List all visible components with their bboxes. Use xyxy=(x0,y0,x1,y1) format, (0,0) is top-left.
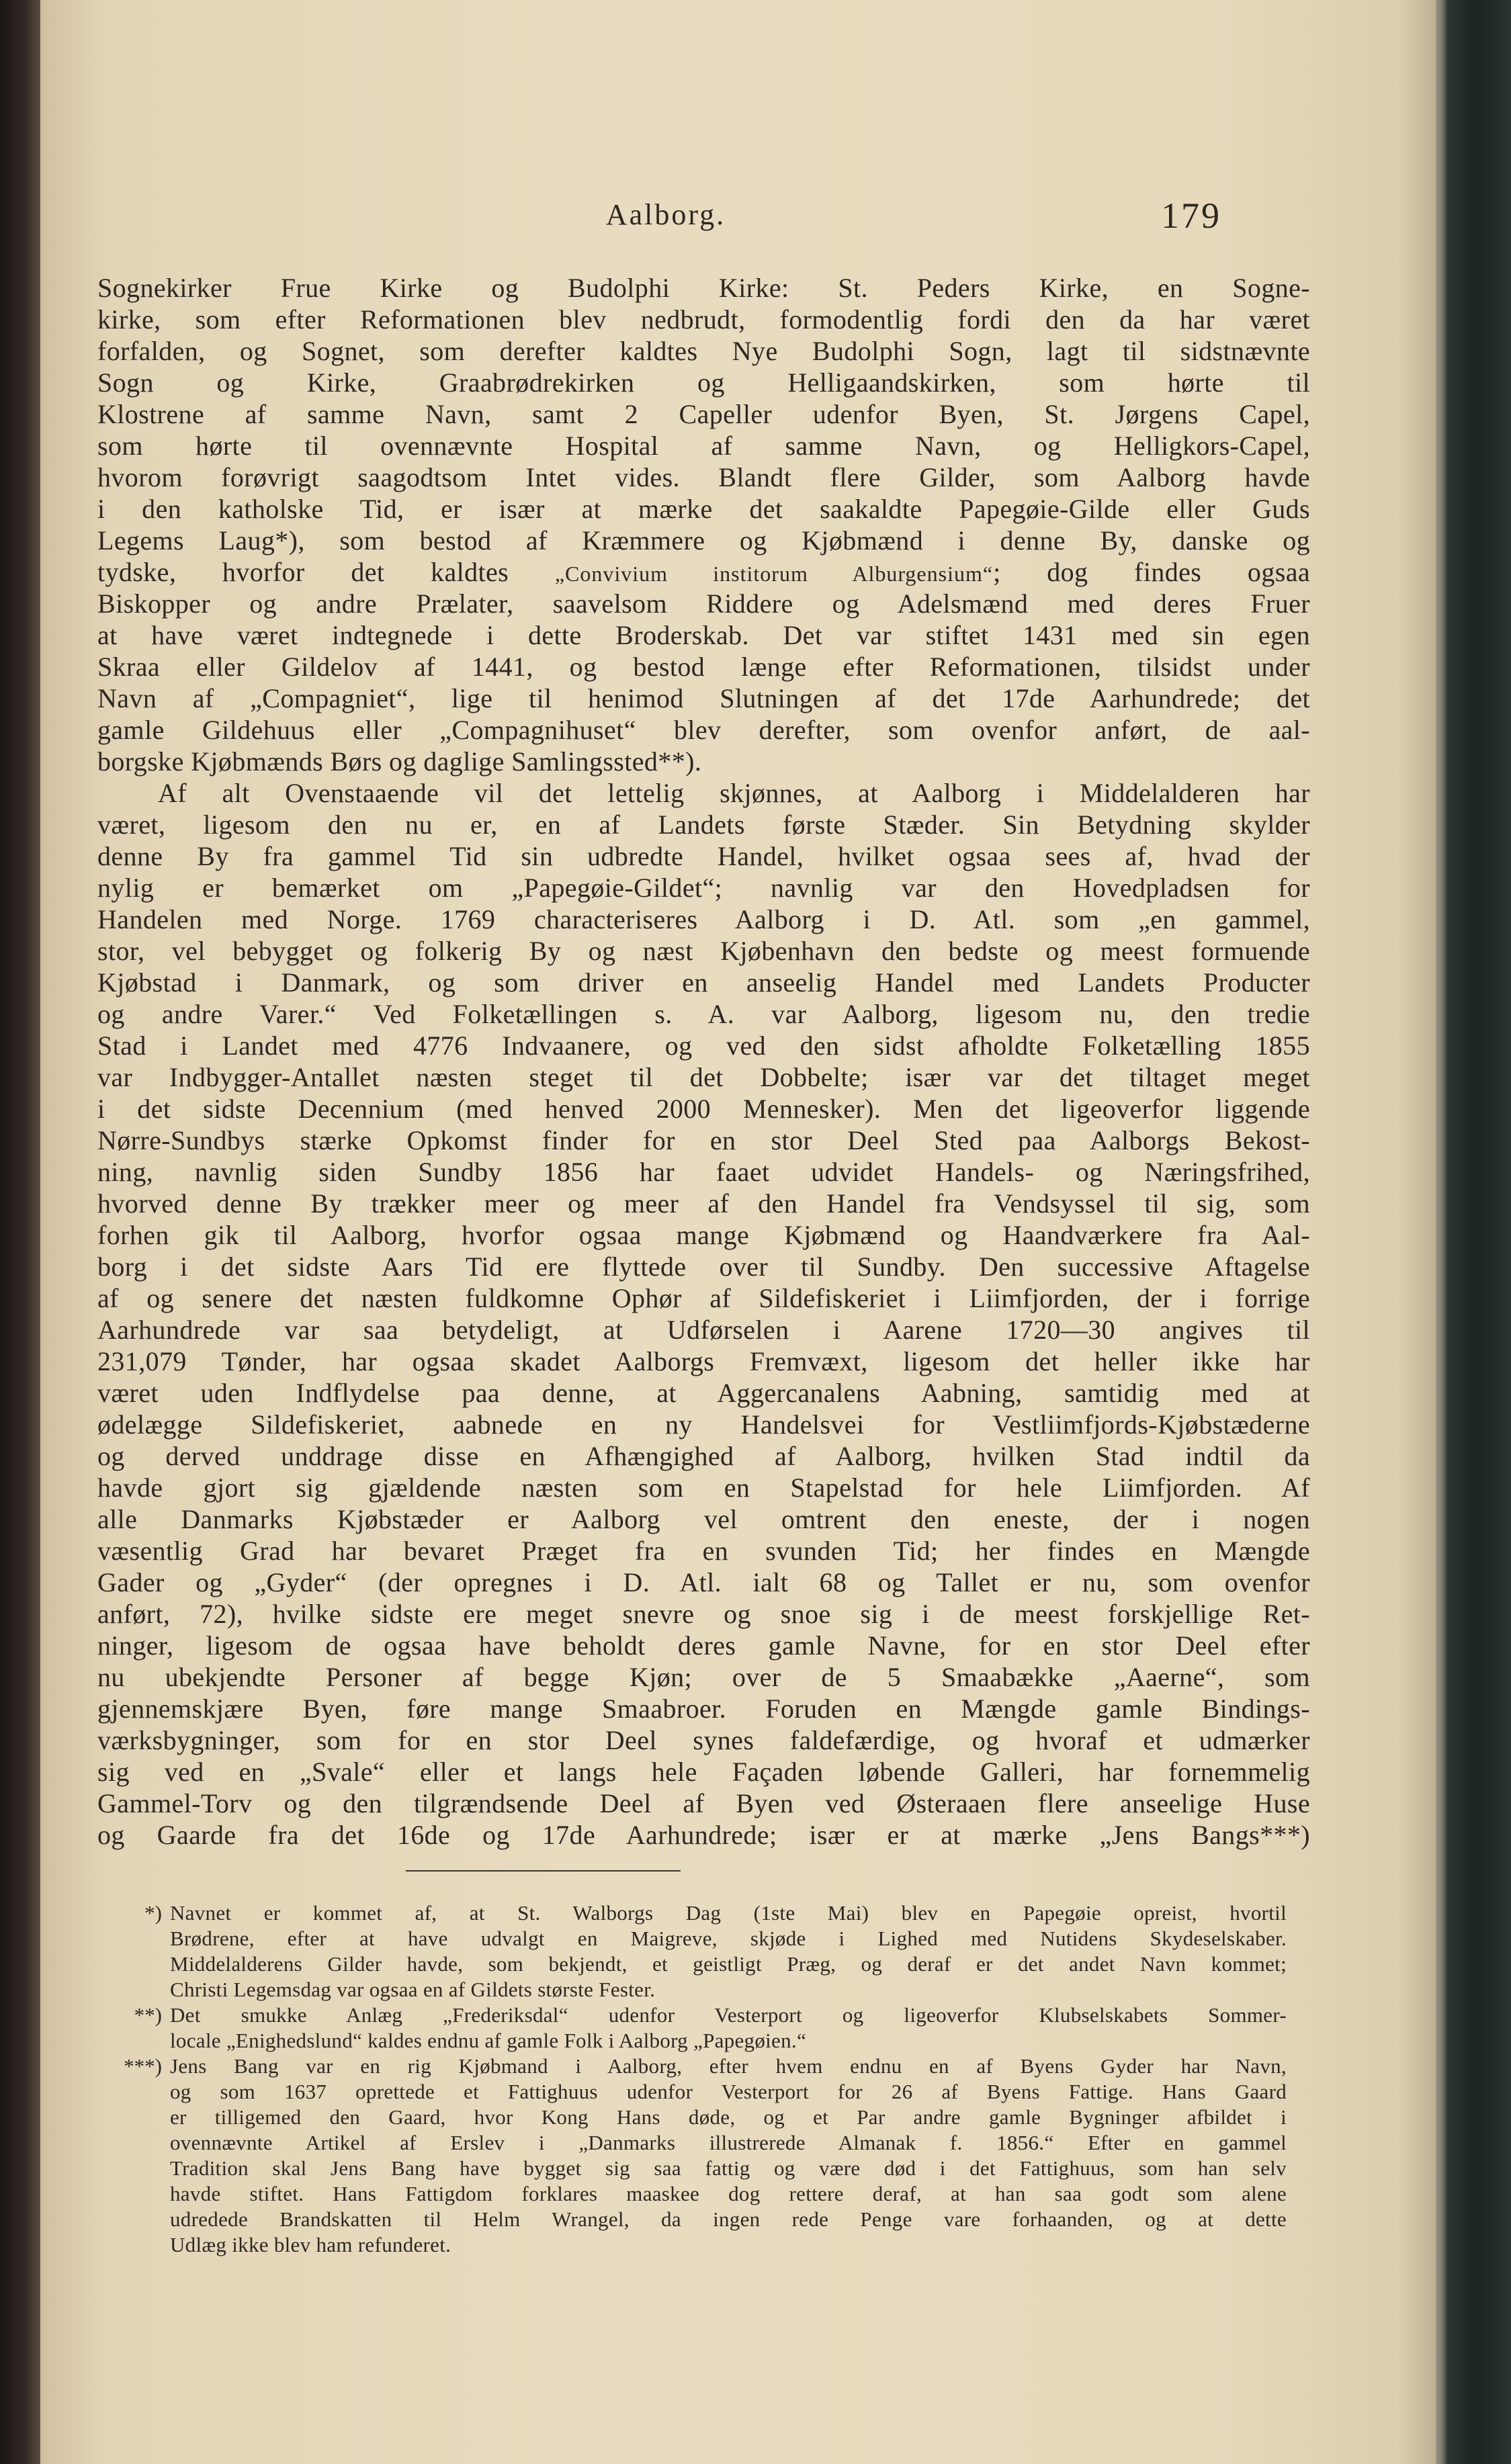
body-line: anført, 72), hvilke sidste ere meget snevre og snoe sig i de meest forskjellige Ret- xyxy=(97,1599,1310,1629)
body-line: borg i det sidste Aars Tid ere flyttede over til Sundby. Den successive Aftagelse xyxy=(97,1251,1310,1282)
body-line: gamle Gildehuus eller „Compagnihuset“ blev derefter, som ovenfor anført, de aal- xyxy=(97,715,1310,745)
body-line: hvorom forøvrigt saagodtsom Intet vides. Blandt flere Gilder, som Aalborg havde xyxy=(97,462,1310,492)
footnote-line xyxy=(170,1977,1287,2003)
body-line-segment: ; dog findes ogsaa xyxy=(993,557,1310,587)
body-line: nylig er bemærket om „Papegøie-Gildet“; navnlig var den Hovedpladsen for xyxy=(97,873,1310,903)
body-line: i den katholske Tid, er især at mærke det saakaldte Papegøie-Gilde eller Guds xyxy=(97,494,1310,524)
body-line: ninger, ligesom de ogsaa have beholdt deres gamle Navne, for en stor Deel efter xyxy=(97,1630,1310,1661)
body-line: ning, navnlig siden Sundby 1856 har faaet udvidet Handels- og Næringsfrihed, xyxy=(97,1157,1310,1187)
footnote-line xyxy=(170,2130,1287,2156)
footnote-text: havde stiftet. Hans Fattigdom forklares maaskee dog rettere deraf, at han saa godt som alene xyxy=(170,2182,1287,2205)
body-line: var Indbygger-Antallet næsten steget til det Dobbelte; især var det tiltaget meget xyxy=(97,1062,1310,1092)
footnote-line xyxy=(124,2054,1287,2079)
footnote-text: Tradition skal Jens Bang have bygget sig saa fattig og være død i det Fattighuus, som han selv xyxy=(170,2156,1287,2180)
footnote-line xyxy=(170,2156,1287,2181)
latin-phrase: „Convivium institorum Alburgensium“ xyxy=(554,562,994,586)
book-spine-edge xyxy=(0,0,40,2464)
footnote-text: Brødrene, efter at have udvalgt en Maigreve, skjøde i Lighed med Nutidens Skydeselskaber. xyxy=(170,1927,1287,1950)
book-cover-edge xyxy=(1436,0,1511,2464)
footnote-rule xyxy=(406,1870,681,1872)
page-number: 179 xyxy=(1161,195,1221,236)
body-line: af og senere det næsten fuldkomne Ophør af Sildefiskeriet i Liimfjorden, der i forrige xyxy=(97,1283,1310,1313)
body-line: borgske Kjøbmænds Børs og daglige Samlingssted**). xyxy=(97,746,702,777)
footnote-marker: *) xyxy=(144,1901,162,1925)
body-line: Gammel-Torv og den tilgrændsende Deel af Byen ved Østeraaen flere anseelige Huse xyxy=(97,1788,1310,1818)
body-line: og Gaarde fra det 16de og 17de Aarhundrede; især er at mærke „Jens Bangs***) xyxy=(97,1820,1310,1850)
body-line: værksbygninger, som for en stor Deel synes faldefærdige, og hvoraf et udmærker xyxy=(97,1725,1310,1755)
footnote-text: Udlæg ikke blev ham refunderet. xyxy=(170,2233,451,2256)
body-line: Gader og „Gyder“ (der opregnes i D. Atl. ialt 68 og Tallet er nu, som ovenfor xyxy=(97,1567,1310,1597)
footnote-marker: ***) xyxy=(124,2054,162,2078)
footnote-text: og som 1637 oprettede et Fattighuus udenfor Vesterport for 26 af Byens Fattige. Hans Gaard xyxy=(170,2080,1287,2103)
footnote-line xyxy=(170,2232,1287,2258)
footnote-text: Middelalderens Gilder havde, som bekjendt, et geistligt Præg, og deraf er det andet Navn kommet; xyxy=(170,1952,1287,1976)
body-line: Aarhundrede var saa betydeligt, at Udførselen i Aarene 1720—30 angives til xyxy=(97,1315,1310,1345)
body-line: Legems Laug*), som bestod af Kræmmere og Kjøbmænd i denne By, danske og xyxy=(97,525,1310,556)
body-line: Nørre-Sundbys stærke Opkomst finder for en stor Deel Sted paa Aalborgs Bekost- xyxy=(97,1125,1310,1155)
footnote-line xyxy=(170,2105,1287,2130)
footnote-line xyxy=(170,1951,1287,1977)
footnote xyxy=(124,2054,1287,2258)
body-line: sig ved en „Svale“ eller et langs hele Façaden løbende Galleri, har fornemmelig xyxy=(97,1757,1310,1787)
footnote-line xyxy=(170,2079,1287,2105)
body-line: nu ubekjendte Personer af begge Kjøn; over de 5 Smaabække „Aaerne“, som xyxy=(97,1662,1310,1692)
body-line: og derved unddrage disse en Afhængighed af Aalborg, hvilken Stad indtil da xyxy=(97,1441,1310,1471)
body-line: ødelægge Sildefiskeriet, aabnede en ny Handelsvei for Vestliimfjords-Kjøbstæderne xyxy=(97,1409,1310,1440)
footnote-line xyxy=(170,1926,1287,1951)
body-line: Biskopper og andre Prælater, saavelsom Riddere og Adelsmænd med deres Fruer xyxy=(97,588,1310,619)
footnote-text: er tilligemed den Gaard, hvor Kong Hans døde, og et Par andre gamle Bygninger afbildet i xyxy=(170,2105,1287,2129)
body-line: havde gjort sig gjældende næsten som en Stapelstad for hele Liimfjorden. Af xyxy=(97,1472,1310,1503)
body-line: stor, vel bebygget og folkerig By og næst Kjøbenhavn den bedste og meest formuende xyxy=(97,936,1310,966)
body-line: forfalden, og Sognet, som derefter kaldtes Nye Budolphi Sogn, lagt til sidstnævnte xyxy=(97,336,1310,366)
footnote-marker: **) xyxy=(134,2003,162,2027)
footnotes xyxy=(124,1900,1287,2258)
footnote xyxy=(134,2003,1287,2054)
body-line: alle Danmarks Kjøbstæder er Aalborg vel omtrent den eneste, der i nogen xyxy=(97,1504,1310,1534)
body-line: hvorved denne By trækker meer og meer af den Handel fra Vendsyssel til sig, som xyxy=(97,1188,1310,1219)
body-line: i det sidste Decennium (med henved 2000 Mennesker). Men det ligeoverfor liggende xyxy=(97,1094,1310,1124)
body-line-segment: tydske, hvorfor det kaldtes xyxy=(97,557,555,587)
footnote-line xyxy=(144,1900,1287,1926)
running-title: Aalborg. xyxy=(605,198,726,231)
body-line: gjennemskjære Byen, føre mange Smaabroer. Foruden en Mængde gamle Bindings- xyxy=(97,1693,1310,1724)
footnote-line xyxy=(170,2181,1287,2207)
body-line: Sogn og Kirke, Graabrødrekirken og Helligaandskirken, som hørte til xyxy=(97,367,1310,398)
body-line: kirke, som efter Reformationen blev nedbrudt, formodentlig fordi den da har været xyxy=(97,304,1310,335)
footnote-text: Jens Bang var en rig Kjøbmand i Aalborg, efter hvem endnu en af Byens Gyder har Navn, xyxy=(170,2054,1287,2078)
body-line: været, ligesom den nu er, en af Landets første Stæder. Sin Betydning skylder xyxy=(97,809,1310,840)
body-line: 231,079 Tønder, har ogsaa skadet Aalborgs Fremvæxt, ligesom det heller ikke har xyxy=(97,1346,1310,1376)
body-line: Af alt Ovenstaaende vil det lettelig skjønnes, at Aalborg i Middelalderen har xyxy=(158,778,1310,808)
footnote-line xyxy=(134,2003,1287,2028)
footnote-text: Det smukke Anlæg „Frederiksdal“ udenfor Vesterport og ligeoverfor Klubselskabets Sommer- xyxy=(170,2003,1287,2027)
body-line: Sognekirker Frue Kirke og Budolphi Kirke: St. Peders Kirke, en Sogne- xyxy=(97,273,1310,303)
body-line: Handelen med Norge. 1769 characteriseres Aalborg i D. Atl. som „en gammel, xyxy=(97,904,1310,934)
body-line: Stad i Landet med 4776 Indvaanere, og ved den sidst afholdte Folketælling 1855 xyxy=(97,1030,1310,1061)
body-text xyxy=(97,272,1310,1851)
body-line: Navn af „Compagniet“, lige til henimod Slutningen af det 17de Aarhundrede; det xyxy=(97,683,1310,713)
body-line: Skraa eller Gildelov af 1441, og bestod længe efter Reformationen, tilsidst under xyxy=(97,652,1310,682)
footnote-line xyxy=(170,2028,1287,2054)
body-line: som hørte til ovennævnte Hospital af samme Navn, og Helligkors-Capel, xyxy=(97,431,1310,461)
footnote-text: Navnet er kommet af, at St. Walborgs Dag (1ste Mai) blev en Papegøie opreist, hvortil xyxy=(170,1901,1287,1925)
body-line: Kjøbstad i Danmark, og som driver en anseelig Handel med Landets Producter xyxy=(97,967,1310,998)
footnote-text: Christi Legemsdag var ogsaa en af Gildets største Fester. xyxy=(170,1978,656,2001)
body-line: forhen gik til Aalborg, hvorfor ogsaa mange Kjøbmænd og Haandværkere fra Aal- xyxy=(97,1220,1310,1250)
body-line: væsentlig Grad har bevaret Præget fra en svunden Tid; her findes en Mængde xyxy=(97,1536,1310,1566)
body-line xyxy=(97,556,1310,588)
body-line: denne By fra gammel Tid sin udbredte Handel, hvilket ogsaa sees af, hvad der xyxy=(97,841,1310,871)
footnote-text: ovennævnte Artikel af Erslev i „Danmarks illustrerede Almanak f. 1856.“ Efter en gammel xyxy=(170,2131,1287,2154)
footnote-text: udredede Brandskatten til Helm Wrangel, da ingen rede Penge vare forhaanden, og at dette xyxy=(170,2207,1287,2231)
footnote-text: locale „Enighedslund“ kaldes endnu af gamle Folk i Aalborg „Papegøien.“ xyxy=(170,2029,807,2052)
body-line: at have været indtegnede i dette Broderskab. Det var stiftet 1431 med sin egen xyxy=(97,620,1310,650)
body-line: været uden Indflydelse paa denne, at Aggercanalens Aabning, samtidig med at xyxy=(97,1378,1310,1408)
footnote xyxy=(144,1900,1287,2003)
body-line: og andre Varer.“ Ved Folketællingen s. A. var Aalborg, ligesom nu, den tredie xyxy=(97,999,1310,1029)
footnote-line xyxy=(170,2207,1287,2232)
body-line: Klostrene af samme Navn, samt 2 Capeller udenfor Byen, St. Jørgens Capel, xyxy=(97,399,1310,429)
